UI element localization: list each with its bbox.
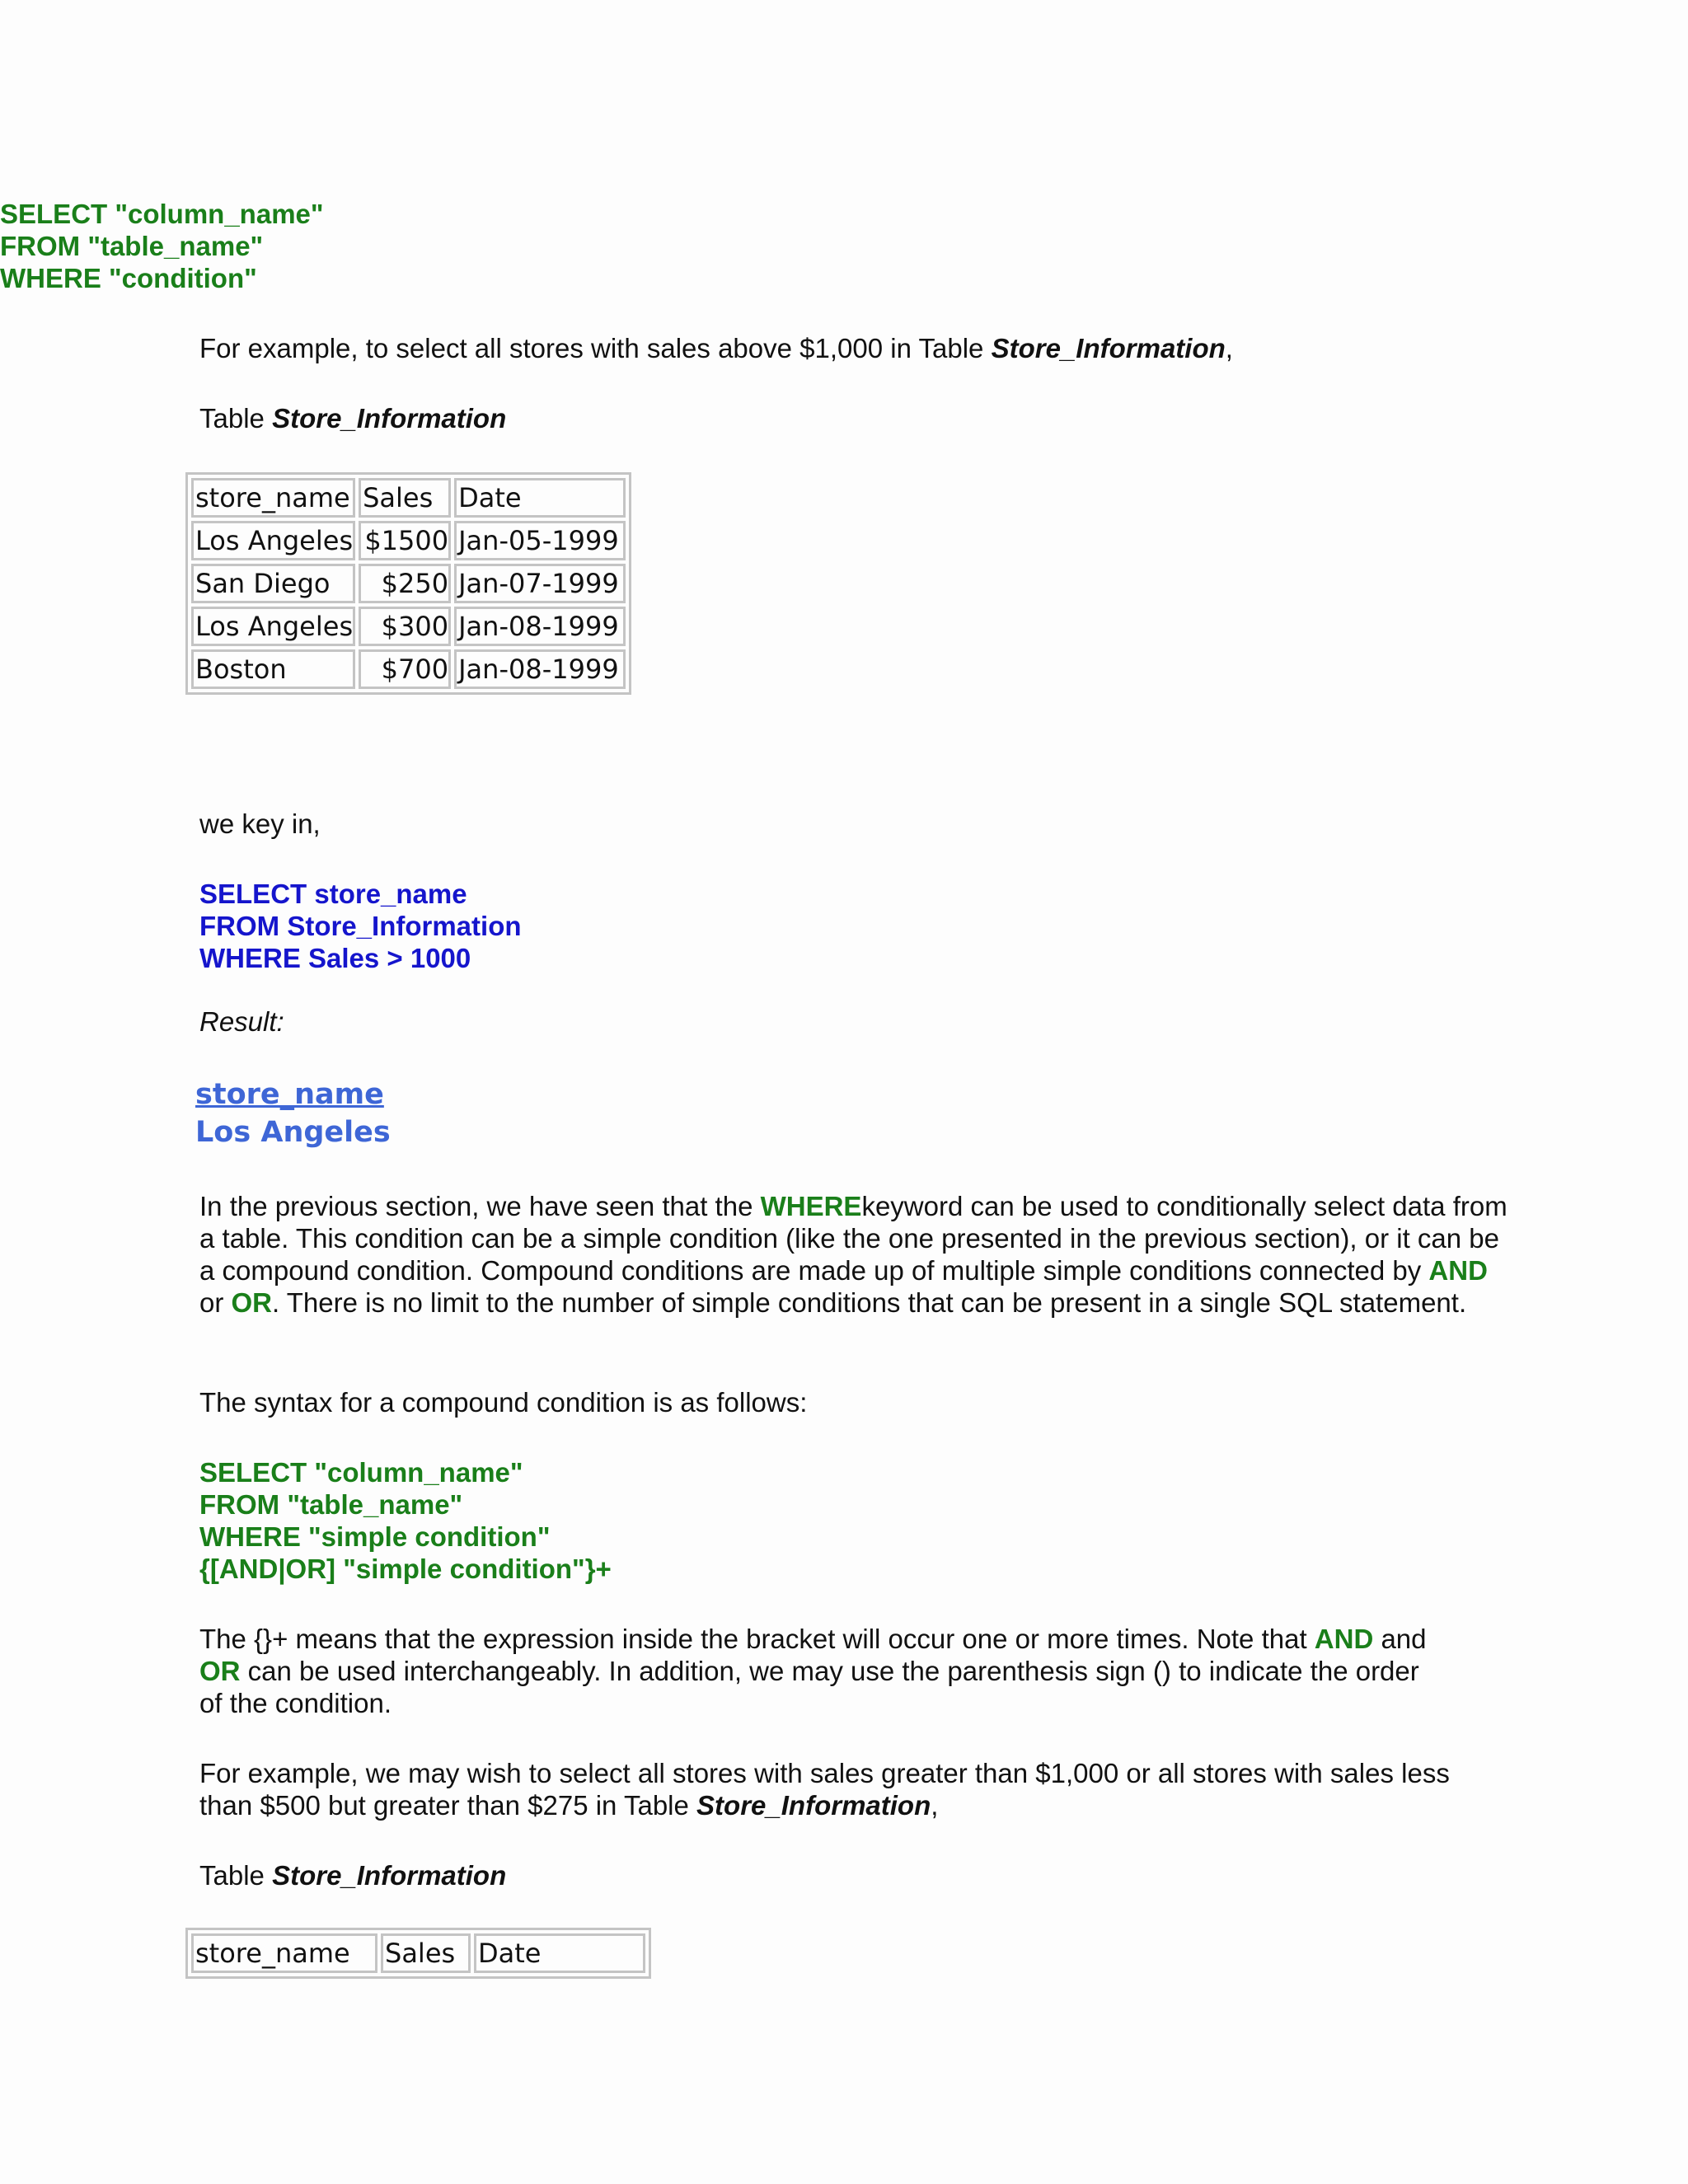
paragraph-text: and — [1373, 1624, 1427, 1654]
syntax-line: FROM "table_name" — [0, 231, 264, 261]
table-row — [191, 649, 626, 689]
paragraph-text: The {}+ means that the expression inside the bracket will occur one or more times. Note that — [199, 1624, 1315, 1654]
caption-table-name: Store_Information — [272, 1860, 507, 1891]
table-cell: Los Angeles — [191, 607, 355, 646]
table-cell: $250 — [359, 564, 451, 603]
paragraph-text: can be used interchangeably. In addition, we may use the parenthesis sign () to indicate the order of the condition. — [199, 1656, 1419, 1718]
keyword-or: OR — [231, 1287, 273, 1318]
store-information-table — [185, 472, 631, 695]
paragraph-text: keyword can be used to conditionally select data from a table. This condition can be a simple condition (like the one presented in the previous section), or it can be a compound condition. Compound conditions are made up of multiple simple conditions connected by — [199, 1191, 1507, 1286]
table-row — [191, 521, 626, 560]
header-cell: Date — [454, 478, 626, 518]
paragraph-text: or — [199, 1287, 232, 1318]
keyword-and: AND — [1428, 1255, 1488, 1286]
table-header-row — [191, 1933, 645, 1973]
paragraph-text: In the previous section, we have seen that the — [199, 1191, 761, 1221]
caption-table-name: Store_Information — [272, 403, 507, 434]
caption-prefix: Table — [199, 403, 273, 434]
table-name: Store_Information — [696, 1790, 931, 1821]
syntax-block-compound — [199, 1456, 1518, 1585]
example-paragraph-1 — [199, 332, 1518, 364]
result-value: Los Angeles — [195, 1116, 391, 1149]
table-row — [191, 607, 626, 646]
caption-prefix: Table — [199, 1860, 273, 1891]
query-line: SELECT store_name — [199, 879, 467, 909]
table-cell: San Diego — [191, 564, 355, 603]
compound-condition-paragraph — [199, 1190, 1510, 1319]
table-name: Store_Information — [991, 333, 1226, 363]
table-cell: $300 — [359, 607, 451, 646]
result-header: store_name — [195, 1078, 384, 1111]
syntax-intro: The syntax for a compound condition is as follows: — [199, 1387, 808, 1418]
header-cell: store_name — [191, 478, 355, 518]
syntax-block-basic — [0, 198, 1319, 294]
table-cell: $700 — [359, 649, 451, 689]
keyword-where: WHERE — [760, 1191, 862, 1221]
syntax-line: {[AND|OR] "simple condition"}+ — [199, 1554, 612, 1584]
keyword-or: OR — [199, 1656, 241, 1686]
example-text: For example, to select all stores with sales above $1,000 in Table — [199, 333, 992, 363]
example-paragraph-2 — [199, 1757, 1510, 1821]
query-line: WHERE Sales > 1000 — [199, 943, 471, 973]
table-caption-1 — [199, 402, 1518, 434]
syntax-line: WHERE "simple condition" — [199, 1521, 551, 1552]
keyword-and: AND — [1314, 1624, 1374, 1654]
key-in-text: we key in, — [199, 808, 321, 839]
table-cell: Los Angeles — [191, 521, 355, 560]
table-caption-2 — [199, 1859, 1518, 1891]
query-block — [199, 878, 1518, 974]
header-cell: store_name — [191, 1933, 377, 1973]
result-label: Result: — [199, 1006, 284, 1037]
store-information-table-2 — [185, 1928, 651, 1979]
example-text: For example, we may wish to select all stores with sales greater than $1,000 or all stores with sales less than $500 but greater than $275 in Table — [199, 1758, 1450, 1821]
table-cell: Jan-08-1999 — [454, 607, 626, 646]
table-cell: Jan-07-1999 — [454, 564, 626, 603]
table-cell: Jan-08-1999 — [454, 649, 626, 689]
syntax-line: SELECT "column_name" — [0, 199, 324, 229]
header-cell: Sales — [359, 478, 451, 518]
example-suffix: , — [1225, 333, 1233, 363]
syntax-line: FROM "table_name" — [199, 1489, 463, 1520]
table-row — [191, 564, 626, 603]
query-line: FROM Store_Information — [199, 911, 522, 941]
result-block — [195, 1076, 1514, 1151]
example-suffix: , — [931, 1790, 939, 1821]
table-cell: Boston — [191, 649, 355, 689]
header-cell: Sales — [381, 1933, 471, 1973]
header-cell: Date — [474, 1933, 645, 1973]
paragraph-text: . There is no limit to the number of simple conditions that can be present in a single SQL statement. — [272, 1287, 1467, 1318]
table-cell: Jan-05-1999 — [454, 521, 626, 560]
explanation-paragraph — [199, 1623, 1436, 1719]
table-header-row — [191, 478, 626, 518]
syntax-line: SELECT "column_name" — [199, 1457, 523, 1488]
syntax-line: WHERE "condition" — [0, 263, 257, 293]
table-cell: $1500 — [359, 521, 451, 560]
